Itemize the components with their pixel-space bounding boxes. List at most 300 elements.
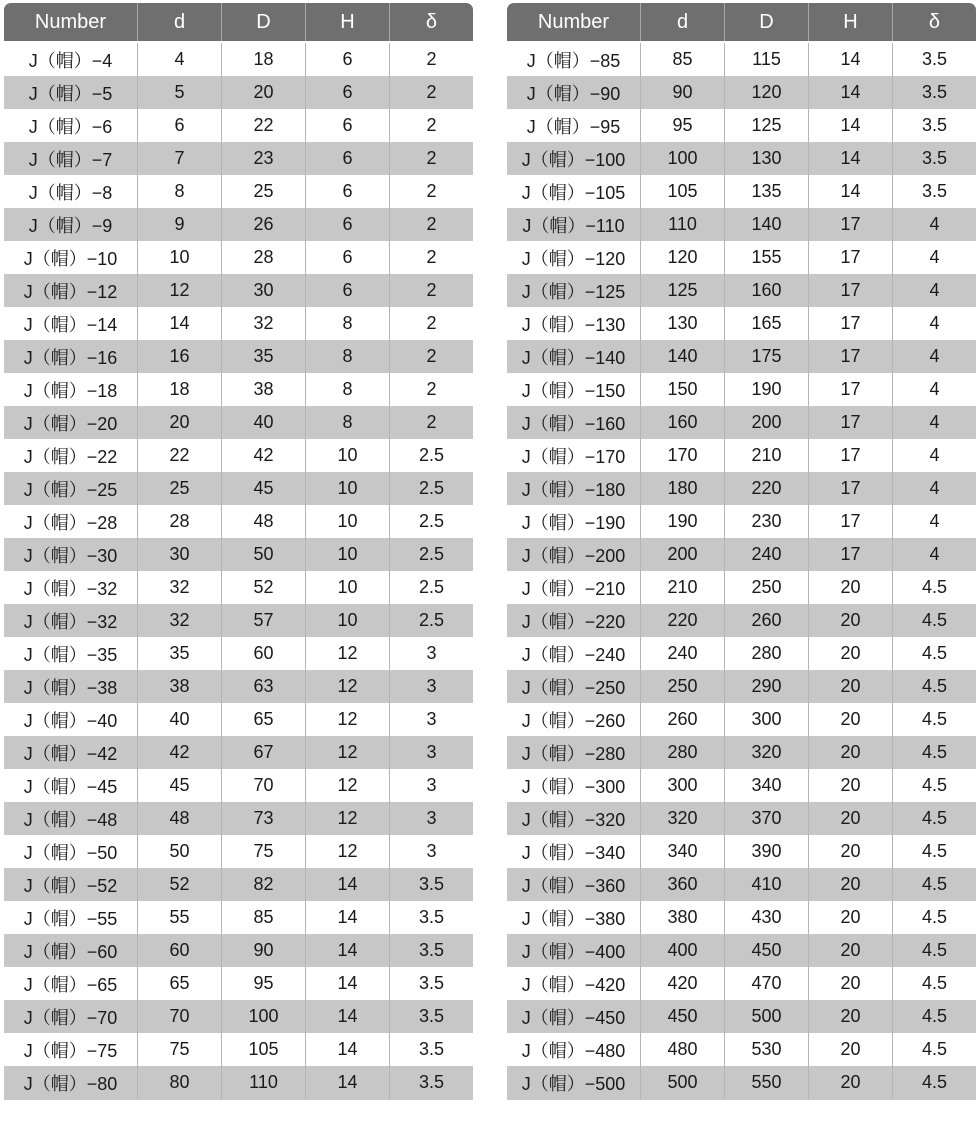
cell-D: 130 — [724, 142, 808, 175]
cell-number: J（帽）−100 — [507, 142, 640, 175]
cell-D: 105 — [221, 1033, 305, 1066]
cell-H: 12 — [305, 835, 389, 868]
cell-H: 14 — [305, 868, 389, 901]
table-row — [507, 373, 976, 406]
cell-H: 10 — [305, 571, 389, 604]
cell-H: 10 — [305, 439, 389, 472]
cell-number: J（帽）−70 — [4, 1000, 137, 1033]
cell-number: J（帽）−4 — [4, 43, 137, 76]
cell-delta: 3.5 — [389, 1066, 473, 1100]
cell-H: 20 — [808, 802, 892, 835]
cell-H: 20 — [808, 1066, 892, 1100]
cell-D: 240 — [724, 538, 808, 571]
column-header-delta: δ — [892, 3, 976, 41]
cell-delta: 4 — [892, 406, 976, 439]
spec-table-right — [507, 3, 976, 1100]
cell-number: J（帽）−32 — [4, 571, 137, 604]
cell-D: 32 — [221, 307, 305, 340]
cell-delta: 3 — [389, 802, 473, 835]
cell-H: 10 — [305, 472, 389, 505]
cell-d: 28 — [137, 505, 221, 538]
cell-D: 125 — [724, 109, 808, 142]
cell-D: 110 — [221, 1066, 305, 1100]
cell-H: 20 — [808, 736, 892, 769]
cell-H: 12 — [305, 769, 389, 802]
column-header-number: Number — [507, 3, 640, 41]
cell-d: 14 — [137, 307, 221, 340]
table-row — [4, 571, 473, 604]
table-row — [507, 901, 976, 934]
table-row — [4, 142, 473, 175]
cell-H: 17 — [808, 340, 892, 373]
cell-H: 17 — [808, 505, 892, 538]
cell-D: 160 — [724, 274, 808, 307]
table-row — [4, 538, 473, 571]
cell-d: 450 — [640, 1000, 724, 1033]
column-header-H: H — [305, 3, 389, 41]
table-row — [507, 340, 976, 373]
cell-delta: 4.5 — [892, 571, 976, 604]
cell-D: 500 — [724, 1000, 808, 1033]
cell-d: 200 — [640, 538, 724, 571]
cell-number: J（帽）−28 — [4, 505, 137, 538]
cell-d: 120 — [640, 241, 724, 274]
cell-d: 30 — [137, 538, 221, 571]
cell-d: 38 — [137, 670, 221, 703]
table-row — [507, 406, 976, 439]
table-row — [4, 274, 473, 307]
cell-H: 17 — [808, 538, 892, 571]
table-row — [4, 1033, 473, 1066]
cell-d: 260 — [640, 703, 724, 736]
cell-H: 12 — [305, 802, 389, 835]
cell-delta: 2.5 — [389, 538, 473, 571]
cell-delta: 2 — [389, 142, 473, 175]
cell-D: 22 — [221, 109, 305, 142]
cell-H: 6 — [305, 175, 389, 208]
cell-delta: 2 — [389, 406, 473, 439]
cell-D: 95 — [221, 967, 305, 1000]
cell-delta: 4.5 — [892, 703, 976, 736]
cell-d: 18 — [137, 373, 221, 406]
cell-d: 180 — [640, 472, 724, 505]
table-row — [4, 967, 473, 1000]
cell-d: 90 — [640, 76, 724, 109]
cell-H: 20 — [808, 703, 892, 736]
cell-number: J（帽）−52 — [4, 868, 137, 901]
cell-H: 14 — [305, 1000, 389, 1033]
cell-number: J（帽）−40 — [4, 703, 137, 736]
cell-delta: 2 — [389, 274, 473, 307]
cell-d: 480 — [640, 1033, 724, 1066]
cell-D: 85 — [221, 901, 305, 934]
cell-D: 390 — [724, 835, 808, 868]
cell-H: 12 — [305, 703, 389, 736]
cell-delta: 2.5 — [389, 472, 473, 505]
cell-number: J（帽）−210 — [507, 571, 640, 604]
cell-delta: 2.5 — [389, 505, 473, 538]
column-header-H: H — [808, 3, 892, 41]
cell-number: J（帽）−85 — [507, 43, 640, 76]
cell-H: 14 — [305, 901, 389, 934]
cell-number: J（帽）−280 — [507, 736, 640, 769]
table-row — [4, 307, 473, 340]
cell-H: 6 — [305, 274, 389, 307]
cell-d: 40 — [137, 703, 221, 736]
cell-H: 20 — [808, 1000, 892, 1033]
table-row — [4, 43, 473, 76]
cell-d: 32 — [137, 604, 221, 637]
table-row — [4, 637, 473, 670]
cell-H: 17 — [808, 439, 892, 472]
cell-H: 20 — [808, 1033, 892, 1066]
cell-H: 14 — [305, 967, 389, 1000]
cell-d: 60 — [137, 934, 221, 967]
cell-d: 6 — [137, 109, 221, 142]
table-row — [507, 505, 976, 538]
cell-number: J（帽）−190 — [507, 505, 640, 538]
cell-d: 380 — [640, 901, 724, 934]
cell-d: 75 — [137, 1033, 221, 1066]
cell-H: 17 — [808, 241, 892, 274]
cell-number: J（帽）−170 — [507, 439, 640, 472]
cell-H: 12 — [305, 736, 389, 769]
table-header-row — [4, 3, 473, 41]
table-row — [507, 175, 976, 208]
cell-H: 20 — [808, 637, 892, 670]
table-row — [507, 1000, 976, 1033]
cell-H: 14 — [305, 934, 389, 967]
cell-d: 170 — [640, 439, 724, 472]
cell-d: 55 — [137, 901, 221, 934]
cell-D: 115 — [724, 43, 808, 76]
cell-D: 200 — [724, 406, 808, 439]
table-row — [4, 406, 473, 439]
cell-d: 52 — [137, 868, 221, 901]
cell-d: 190 — [640, 505, 724, 538]
cell-D: 73 — [221, 802, 305, 835]
table-row — [4, 670, 473, 703]
cell-delta: 4.5 — [892, 802, 976, 835]
cell-D: 57 — [221, 604, 305, 637]
cell-delta: 3.5 — [892, 142, 976, 175]
cell-d: 48 — [137, 802, 221, 835]
cell-H: 6 — [305, 241, 389, 274]
cell-D: 52 — [221, 571, 305, 604]
cell-D: 470 — [724, 967, 808, 1000]
cell-delta: 4 — [892, 340, 976, 373]
table-row — [507, 637, 976, 670]
table-row — [4, 208, 473, 241]
cell-d: 20 — [137, 406, 221, 439]
cell-H: 10 — [305, 505, 389, 538]
table-row — [4, 472, 473, 505]
cell-d: 240 — [640, 637, 724, 670]
cell-delta: 4.5 — [892, 967, 976, 1000]
cell-delta: 2 — [389, 241, 473, 274]
cell-number: J（帽）−60 — [4, 934, 137, 967]
cell-d: 360 — [640, 868, 724, 901]
cell-delta: 4.5 — [892, 637, 976, 670]
cell-H: 17 — [808, 406, 892, 439]
table-row — [507, 307, 976, 340]
cell-D: 35 — [221, 340, 305, 373]
table-body-right — [507, 43, 976, 1100]
cell-D: 60 — [221, 637, 305, 670]
cell-H: 17 — [808, 307, 892, 340]
cell-delta: 3.5 — [389, 1033, 473, 1066]
table-row — [507, 109, 976, 142]
cell-D: 210 — [724, 439, 808, 472]
cell-D: 75 — [221, 835, 305, 868]
cell-d: 340 — [640, 835, 724, 868]
cell-number: J（帽）−30 — [4, 538, 137, 571]
cell-D: 20 — [221, 76, 305, 109]
table-row — [4, 703, 473, 736]
cell-number: J（帽）−250 — [507, 670, 640, 703]
cell-d: 105 — [640, 175, 724, 208]
cell-number: J（帽）−180 — [507, 472, 640, 505]
cell-D: 90 — [221, 934, 305, 967]
cell-number: J（帽）−80 — [4, 1066, 137, 1100]
cell-d: 22 — [137, 439, 221, 472]
cell-H: 8 — [305, 406, 389, 439]
cell-D: 67 — [221, 736, 305, 769]
cell-D: 26 — [221, 208, 305, 241]
cell-D: 30 — [221, 274, 305, 307]
cell-number: J（帽）−50 — [4, 835, 137, 868]
cell-H: 17 — [808, 373, 892, 406]
cell-H: 8 — [305, 340, 389, 373]
cell-number: J（帽）−105 — [507, 175, 640, 208]
cell-d: 110 — [640, 208, 724, 241]
cell-D: 40 — [221, 406, 305, 439]
cell-number: J（帽）−25 — [4, 472, 137, 505]
table-row — [507, 472, 976, 505]
cell-D: 280 — [724, 637, 808, 670]
column-header-d: d — [137, 3, 221, 41]
cell-d: 9 — [137, 208, 221, 241]
cell-delta: 3.5 — [389, 934, 473, 967]
cell-d: 4 — [137, 43, 221, 76]
cell-H: 20 — [808, 670, 892, 703]
cell-D: 430 — [724, 901, 808, 934]
cell-delta: 2 — [389, 373, 473, 406]
cell-number: J（帽）−260 — [507, 703, 640, 736]
cell-number: J（帽）−90 — [507, 76, 640, 109]
cell-delta: 2 — [389, 340, 473, 373]
table-row — [4, 769, 473, 802]
cell-d: 70 — [137, 1000, 221, 1033]
table-row — [507, 274, 976, 307]
cell-d: 35 — [137, 637, 221, 670]
cell-D: 140 — [724, 208, 808, 241]
cell-d: 80 — [137, 1066, 221, 1100]
cell-delta: 3.5 — [892, 175, 976, 208]
cell-delta: 4.5 — [892, 901, 976, 934]
cell-d: 300 — [640, 769, 724, 802]
table-row — [4, 340, 473, 373]
cell-number: J（帽）−160 — [507, 406, 640, 439]
table-row — [4, 802, 473, 835]
table-row — [507, 604, 976, 637]
cell-delta: 4.5 — [892, 1000, 976, 1033]
table-row — [507, 934, 976, 967]
cell-d: 160 — [640, 406, 724, 439]
cell-delta: 2 — [389, 76, 473, 109]
cell-number: J（帽）−240 — [507, 637, 640, 670]
cell-delta: 4.5 — [892, 868, 976, 901]
cell-D: 175 — [724, 340, 808, 373]
cell-H: 20 — [808, 835, 892, 868]
cell-delta: 3.5 — [892, 43, 976, 76]
cell-D: 250 — [724, 571, 808, 604]
cell-D: 48 — [221, 505, 305, 538]
table-row — [507, 769, 976, 802]
cell-d: 250 — [640, 670, 724, 703]
cell-number: J（帽）−320 — [507, 802, 640, 835]
cell-d: 85 — [640, 43, 724, 76]
table-row — [507, 703, 976, 736]
cell-d: 42 — [137, 736, 221, 769]
cell-number: J（帽）−220 — [507, 604, 640, 637]
table-row — [4, 241, 473, 274]
cell-D: 23 — [221, 142, 305, 175]
cell-delta: 4 — [892, 538, 976, 571]
cell-delta: 4.5 — [892, 835, 976, 868]
cell-delta: 3.5 — [389, 868, 473, 901]
cell-D: 70 — [221, 769, 305, 802]
cell-number: J（帽）−110 — [507, 208, 640, 241]
cell-delta: 4.5 — [892, 604, 976, 637]
cell-D: 100 — [221, 1000, 305, 1033]
cell-d: 400 — [640, 934, 724, 967]
table-row — [507, 1033, 976, 1066]
cell-d: 5 — [137, 76, 221, 109]
cell-D: 320 — [724, 736, 808, 769]
cell-d: 320 — [640, 802, 724, 835]
cell-d: 280 — [640, 736, 724, 769]
cell-delta: 4 — [892, 208, 976, 241]
table-row — [4, 1000, 473, 1033]
cell-delta: 3 — [389, 736, 473, 769]
cell-d: 210 — [640, 571, 724, 604]
cell-delta: 3 — [389, 703, 473, 736]
cell-H: 20 — [808, 868, 892, 901]
cell-delta: 2 — [389, 208, 473, 241]
cell-number: J（帽）−125 — [507, 274, 640, 307]
table-header-row — [507, 3, 976, 41]
table-row — [507, 43, 976, 76]
cell-number: J（帽）−120 — [507, 241, 640, 274]
cell-delta: 3 — [389, 835, 473, 868]
cell-delta: 4 — [892, 505, 976, 538]
cell-number: J（帽）−35 — [4, 637, 137, 670]
cell-number: J（帽）−140 — [507, 340, 640, 373]
cell-D: 165 — [724, 307, 808, 340]
cell-d: 220 — [640, 604, 724, 637]
cell-number: J（帽）−200 — [507, 538, 640, 571]
cell-d: 10 — [137, 241, 221, 274]
cell-number: J（帽）−400 — [507, 934, 640, 967]
cell-D: 450 — [724, 934, 808, 967]
cell-H: 17 — [808, 274, 892, 307]
cell-d: 25 — [137, 472, 221, 505]
table-row — [4, 373, 473, 406]
cell-D: 135 — [724, 175, 808, 208]
cell-number: J（帽）−14 — [4, 307, 137, 340]
cell-delta: 2 — [389, 109, 473, 142]
cell-delta: 4 — [892, 274, 976, 307]
cell-d: 7 — [137, 142, 221, 175]
cell-delta: 4 — [892, 241, 976, 274]
cell-number: J（帽）−130 — [507, 307, 640, 340]
cell-H: 14 — [808, 43, 892, 76]
cell-D: 300 — [724, 703, 808, 736]
cell-number: J（帽）−65 — [4, 967, 137, 1000]
column-header-D: D — [221, 3, 305, 41]
cell-number: J（帽）−45 — [4, 769, 137, 802]
cell-D: 120 — [724, 76, 808, 109]
cell-D: 340 — [724, 769, 808, 802]
cell-D: 82 — [221, 868, 305, 901]
cell-delta: 4.5 — [892, 769, 976, 802]
cell-number: J（帽）−480 — [507, 1033, 640, 1066]
cell-H: 17 — [808, 208, 892, 241]
cell-d: 500 — [640, 1066, 724, 1100]
cell-d: 95 — [640, 109, 724, 142]
cell-H: 8 — [305, 373, 389, 406]
cell-number: J（帽）−32 — [4, 604, 137, 637]
table-row — [4, 934, 473, 967]
table-row — [507, 571, 976, 604]
cell-H: 17 — [808, 472, 892, 505]
cell-H: 20 — [808, 934, 892, 967]
cell-number: J（帽）−150 — [507, 373, 640, 406]
table-row — [507, 538, 976, 571]
cell-number: J（帽）−500 — [507, 1066, 640, 1100]
cell-number: J（帽）−420 — [507, 967, 640, 1000]
cell-d: 45 — [137, 769, 221, 802]
cell-delta: 3.5 — [389, 901, 473, 934]
table-row — [507, 868, 976, 901]
table-row — [507, 736, 976, 769]
cell-delta: 4 — [892, 472, 976, 505]
table-body-left — [4, 43, 473, 1100]
cell-number: J（帽）−12 — [4, 274, 137, 307]
table-row — [507, 439, 976, 472]
cell-H: 10 — [305, 604, 389, 637]
cell-D: 45 — [221, 472, 305, 505]
table-row — [4, 109, 473, 142]
cell-delta: 2.5 — [389, 604, 473, 637]
cell-H: 20 — [808, 901, 892, 934]
table-row — [4, 439, 473, 472]
cell-delta: 3 — [389, 769, 473, 802]
column-header-delta: δ — [389, 3, 473, 41]
cell-D: 63 — [221, 670, 305, 703]
cell-delta: 3.5 — [389, 1000, 473, 1033]
cell-number: J（帽）−450 — [507, 1000, 640, 1033]
table-row — [4, 868, 473, 901]
column-header-d: d — [640, 3, 724, 41]
cell-number: J（帽）−9 — [4, 208, 137, 241]
cell-H: 6 — [305, 43, 389, 76]
table-row — [507, 208, 976, 241]
cell-D: 370 — [724, 802, 808, 835]
cell-D: 42 — [221, 439, 305, 472]
column-header-D: D — [724, 3, 808, 41]
